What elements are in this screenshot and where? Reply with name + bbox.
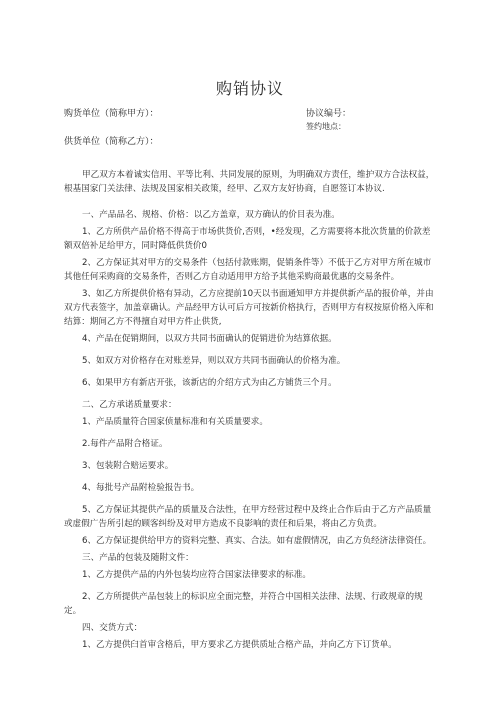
clause-paragraph: 4、产品在促销期间，以双方共同书面确认的促销进价为结算依据。 (82, 334, 337, 344)
clause-paragraph: 6、乙方保证提供给甲方的资料完整、真实、合法。如有虚假情况，由乙方负经济法律资任。 (82, 536, 432, 546)
seller-label: 供货单位（简称乙方）： (64, 137, 159, 147)
clause-paragraph: 二、乙方承诺质量要求： (82, 400, 177, 410)
clause-paragraph: 三、产品的包装及随附文件： (82, 553, 194, 563)
clause-paragraph: 一、产品品名、规格、价格：以乙方盖章，双方确认的价目表为准。 (82, 210, 340, 220)
clause-paragraph: 2、乙方保证其对甲方的交易条件（包括付款账期，促销条件等）不低于乙方对甲方所在城市其他任何采购商的交易条件，否则乙方自动适用甲方给予其他采购商最优惠的交易条件。 (64, 258, 432, 282)
clause-paragraph: 5、如双方对价格存在对账差异，则以双方共同书面确认的价格为准。 (82, 356, 346, 366)
clause-paragraph: 1、乙方提供臼首审含格后，甲方要求乙方提供质址合格产品，并向乙方下订货单。 (82, 640, 397, 650)
clause-paragraph: 1、乙方所供产品价格不得高于市场供货价,否则，•经发现，乙方需要将本批次货量的价款差额双倍补足给甲方，同时降低供货价0 (64, 227, 431, 251)
clause-paragraph: 5、乙方保证其提供产品的质量及合法性，在甲方经营过程中及终止合作后由于乙方产品质量或虚假广告所引起的顾客纠纷及对甲方造成不良影响的责任和后果，将由乙方负责。 (64, 505, 432, 529)
clause-paragraph: 2.每件产品附合格证。 (82, 439, 168, 449)
agreement-no-label: 协议编号： (306, 109, 352, 119)
clause-paragraph: 2、乙方所提供产品包装上的标识应全面完整，并符合中国相关法律、法规、行政规章的规定。 (64, 592, 423, 616)
clause-paragraph: 6、如果甲方有新店开张，该新店的介绍方式为由乙方铺货三个月。 (82, 378, 337, 388)
clause-paragraph: 3、如乙方所提供价格有异动，乙方应提前10天以书面通知甲方并提供新产品的报价单，并由双方代表签字，加盖章确认。产品经甲方认可后方可按新价格执行，否则甲方有权按原价格入库和结算：期间乙方不得擅自对甲方件止供货, (64, 289, 434, 327)
buyer-label: 购货单位（简称甲方）： (64, 109, 159, 119)
clause-paragraph: 四、交货方式： (82, 623, 143, 633)
document-title: 购销协议 (215, 79, 284, 98)
clause-paragraph: 4、每批号产品附检验报告书。 (82, 483, 200, 493)
clause-paragraph: 1、产品质量符合国家侦量标准和有关质量要求。 (82, 417, 268, 427)
agreement-body (64, 168, 436, 655)
clause-paragraph: 1、乙方提供产品的内外包装均应符合国家法律要求的标准。 (82, 570, 311, 580)
sign-place-label: 签约地点： (306, 122, 346, 131)
clause-paragraph: 3、包装附合赔运要求。 (82, 461, 174, 471)
intro-paragraph: 甲乙双方本着诚实信用、平等比利、共同发展的原则，为明确双方责任，维护双方合法权益，根基国家门关法律、法规及国家相关政策，经甲、乙双方友好协商，自愿签订本协议. (64, 170, 435, 194)
